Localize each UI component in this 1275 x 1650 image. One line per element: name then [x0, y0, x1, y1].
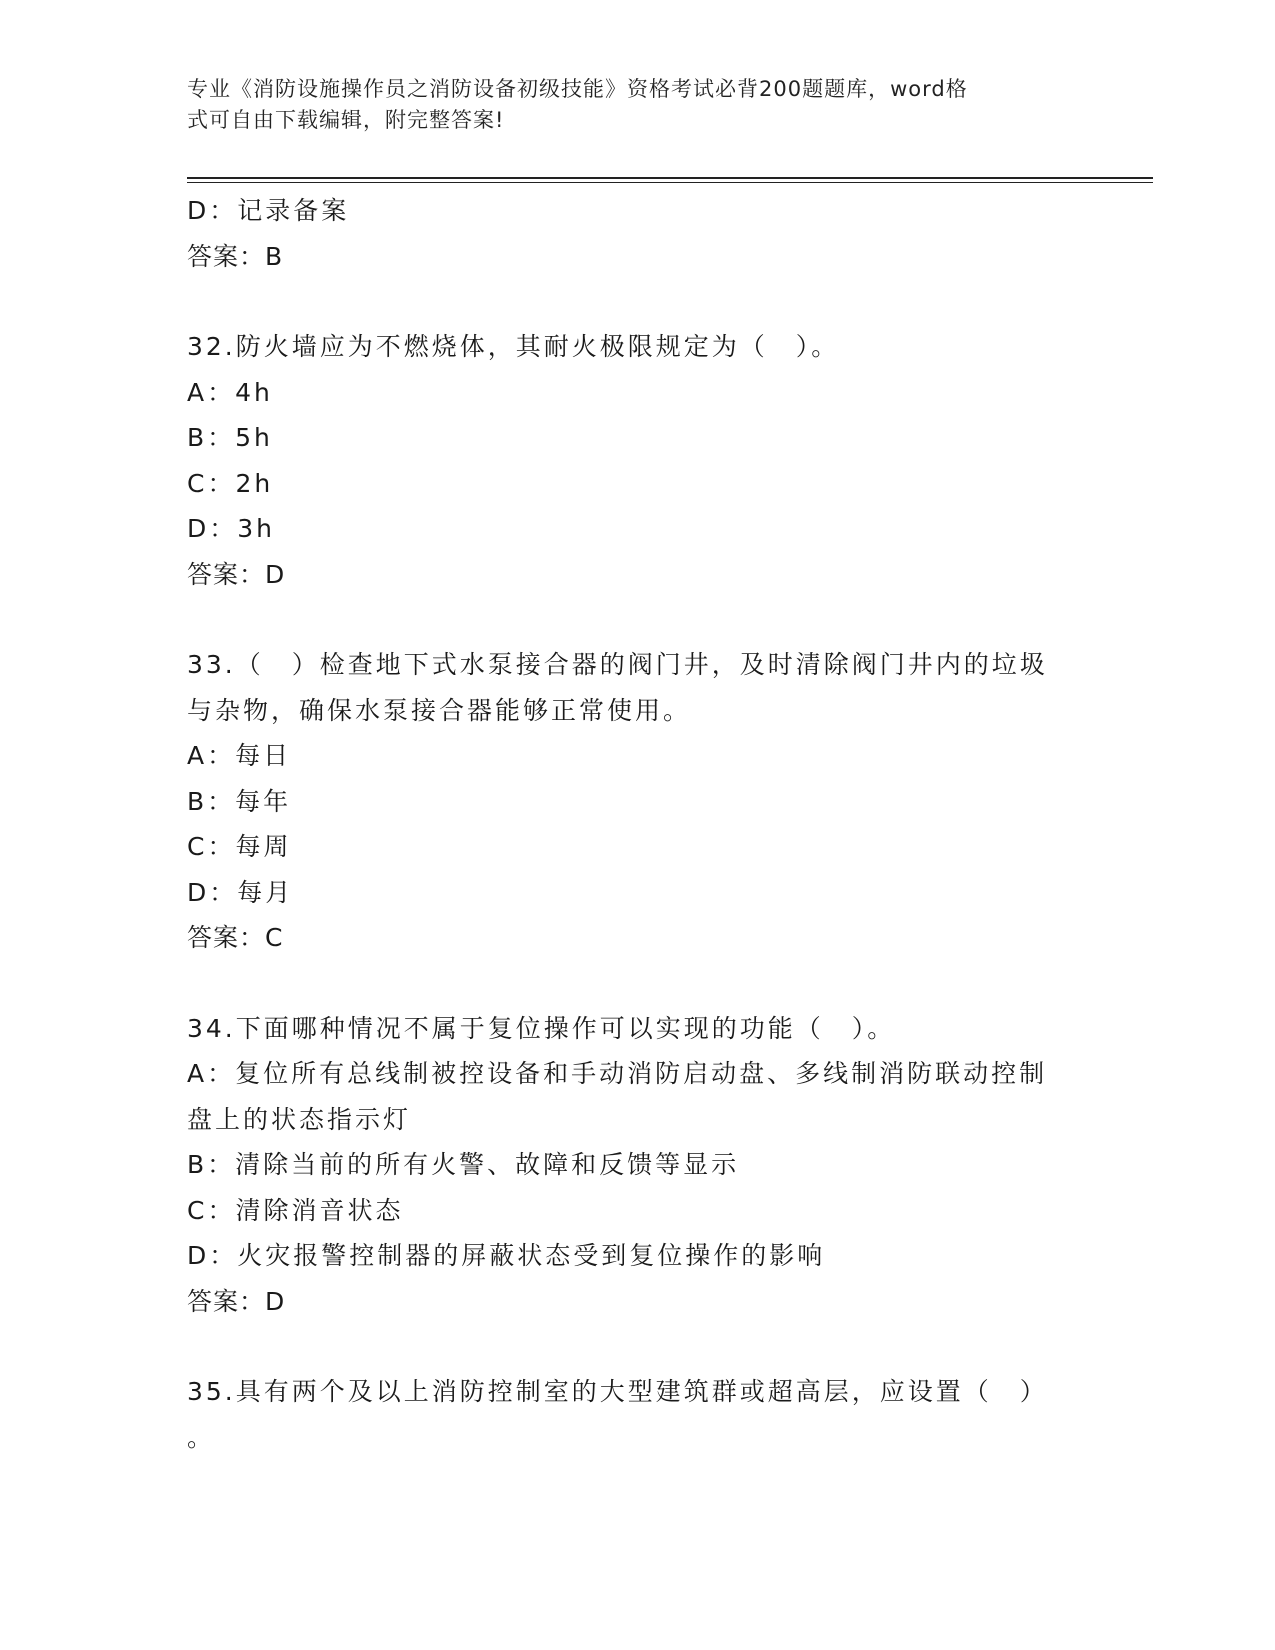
answer-33: 答案：C — [187, 923, 284, 952]
answer-31: 答案：B — [187, 241, 284, 271]
header-line-1: 专业《消防设施操作员之消防设备初级技能》资格考试必背200题题库，word格 — [187, 77, 968, 101]
answer-32: 答案：D — [187, 559, 286, 589]
question-33 — [187, 642, 1087, 961]
option-a: A：复位所有总线制被控设备和手动消防启动盘、多线制消防联动控制 — [187, 1059, 1048, 1088]
option-c: C：2h — [187, 468, 274, 498]
option-b: B：5h — [187, 423, 273, 452]
question-stem-continued: 。 — [187, 1422, 216, 1452]
question-34 — [187, 1006, 1087, 1325]
option-b: B：清除当前的所有火警、故障和反馈等显示 — [187, 1150, 740, 1179]
option-d: D：火灾报警控制器的屏蔽状态受到复位操作的影响 — [187, 1241, 826, 1270]
option-a: A：4h — [187, 377, 273, 407]
option-b: B：每年 — [187, 786, 292, 816]
question-stem: 35.具有两个及以上消防控制室的大型建筑群或超高层，应设置（ ） — [187, 1377, 1048, 1406]
question-stem: 32.防火墙应为不燃烧体，其耐火极限规定为（ ）。 — [187, 332, 840, 361]
question-35 — [187, 1369, 1087, 1460]
page-header — [187, 74, 1067, 136]
question-stem-continued: 与杂物，确保水泵接合器能够正常使用。 — [187, 695, 692, 725]
option-c: C：清除消音状态 — [187, 1195, 404, 1225]
header-divider-thick — [187, 177, 1153, 179]
question-32 — [187, 324, 1087, 597]
option-d-carry-over: D：记录备案 — [187, 196, 350, 225]
answer-34: 答案：D — [187, 1286, 286, 1316]
question-stem: 34.下面哪种情况不属于复位操作可以实现的功能（ ）。 — [187, 1013, 896, 1043]
question-content — [187, 188, 1087, 1460]
option-d: D：3h — [187, 514, 276, 543]
header-line-2: 式可自由下载编辑，附完整答案! — [187, 108, 505, 132]
option-a-continued: 盘上的状态指示灯 — [187, 1104, 412, 1134]
option-d: D：每月 — [187, 877, 294, 907]
header-divider-thin — [187, 182, 1153, 183]
option-c: C：每周 — [187, 832, 292, 861]
option-a: A：每日 — [187, 741, 292, 770]
question-stem: 33.（ ）检查地下式水泵接合器的阀门井，及时清除阀门井内的垃圾 — [187, 650, 1048, 679]
